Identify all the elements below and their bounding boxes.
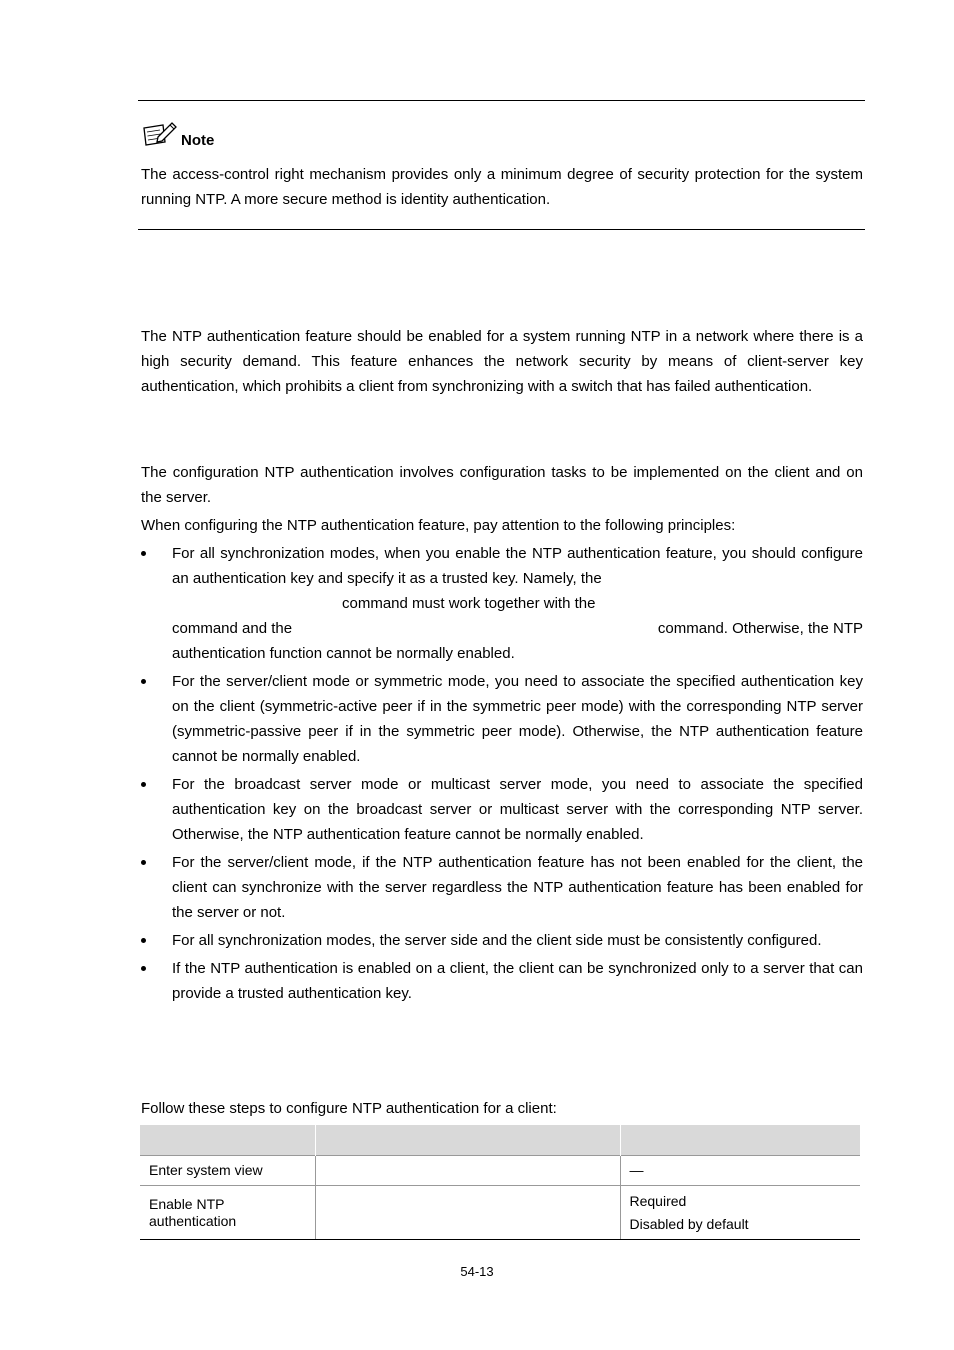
note-pencil-icon	[141, 120, 177, 150]
remark-text: Disabled by default	[629, 1215, 749, 1232]
list-item	[141, 956, 863, 1006]
list-item-text: For the broadcast server mode or multicast server mode, you need to associate the specified authentication key on the broadcast server or multicast server with the corresponding NTP server. Otherwise, the NTP authentication feature cannot be normally enabled.	[172, 776, 863, 843]
bullet-1-line-4: authentication function cannot be normally enabled.	[172, 645, 515, 662]
page-number: 54-13	[460, 1264, 494, 1279]
table-row	[140, 1156, 860, 1186]
table-header-cell	[315, 1125, 620, 1156]
list-item-text: For all synchronization modes, the server side and the client side must be consistently configured.	[172, 932, 822, 949]
config-steps-table	[140, 1125, 860, 1240]
table-header-cell	[620, 1125, 860, 1156]
list-item	[141, 772, 863, 847]
remark-text: Required	[629, 1192, 687, 1209]
bullet-dot-icon	[141, 551, 146, 556]
list-item-text: For the server/client mode or symmetric mode, you need to associate the specified authentication key on the client (symmetric-active peer if in the symmetric peer mode) with the corresponding NTP server (symmetric-passive peer if in the symmetric peer mode). Otherwise, the NTP authentication feature cannot be normally enabled.	[172, 673, 863, 765]
note-bottom-rule	[138, 229, 865, 230]
remark-text: —	[629, 1162, 644, 1178]
list-item	[141, 669, 863, 769]
bullet-dot-icon	[141, 966, 146, 971]
table-header-row	[140, 1125, 860, 1156]
bullet-1-line-3-right: command. Otherwise, the NTP	[657, 620, 863, 637]
bullet-1-line-1: For all synchronization modes, when you enable the NTP authentication feature, you should configure an authentication key and specify it as a trusted key. Namely, the	[172, 545, 863, 587]
list-item	[141, 850, 863, 925]
list-item-text: For the server/client mode, if the NTP authentication feature has not been enabled for the client, the client can synchronize with the server regardless the NTP authentication feature has been enabled for the server or not.	[172, 854, 863, 921]
note-text: The access-control right mechanism provides only a minimum degree of security protection for the system running NTP. A more secure method is identity authentication.	[141, 166, 863, 208]
table-row	[140, 1186, 860, 1240]
bullet-dot-icon	[141, 679, 146, 684]
principles-intro: When configuring the NTP authentication feature, pay attention to the following principles:	[141, 517, 736, 534]
principles-list	[141, 541, 863, 1009]
list-item-text: If the NTP authentication is enabled on a client, the client can be synchronized only to a server that can provide a trusted authentication key.	[172, 960, 863, 1002]
table-cell-remarks	[620, 1186, 860, 1240]
intro-paragraph: The NTP authentication feature should be enabled for a system running NTP in a network where there is a high security demand. This feature enhances the network security by means of client-server key authentication, which prohibits a client from synchronizing with a switch that has failed authentication.	[141, 328, 863, 395]
table-cell-command	[315, 1156, 620, 1186]
note-label: Note	[181, 132, 215, 149]
bullet-1-line-3	[172, 616, 863, 641]
config-paragraph: The configuration NTP authentication involves configuration tasks to be implemented on the client and on the server.	[141, 464, 863, 506]
list-item	[141, 541, 863, 666]
bullet-1-line-2: command must work together with the	[342, 595, 596, 612]
bullet-dot-icon	[141, 938, 146, 943]
table-cell-remarks	[620, 1156, 860, 1186]
bullet-dot-icon	[141, 782, 146, 787]
bullet-dot-icon	[141, 860, 146, 865]
table-cell-operation: Enter system view	[140, 1156, 315, 1186]
table-cell-command	[315, 1186, 620, 1240]
list-item	[141, 928, 863, 953]
table-cell-operation: Enable NTP authentication	[140, 1186, 315, 1240]
table-header-cell	[140, 1125, 315, 1156]
note-top-rule	[138, 100, 865, 101]
bullet-1-line-3-left: command and the	[172, 620, 293, 637]
steps-intro: Follow these steps to configure NTP authentication for a client:	[141, 1100, 557, 1117]
note-header	[141, 120, 214, 150]
